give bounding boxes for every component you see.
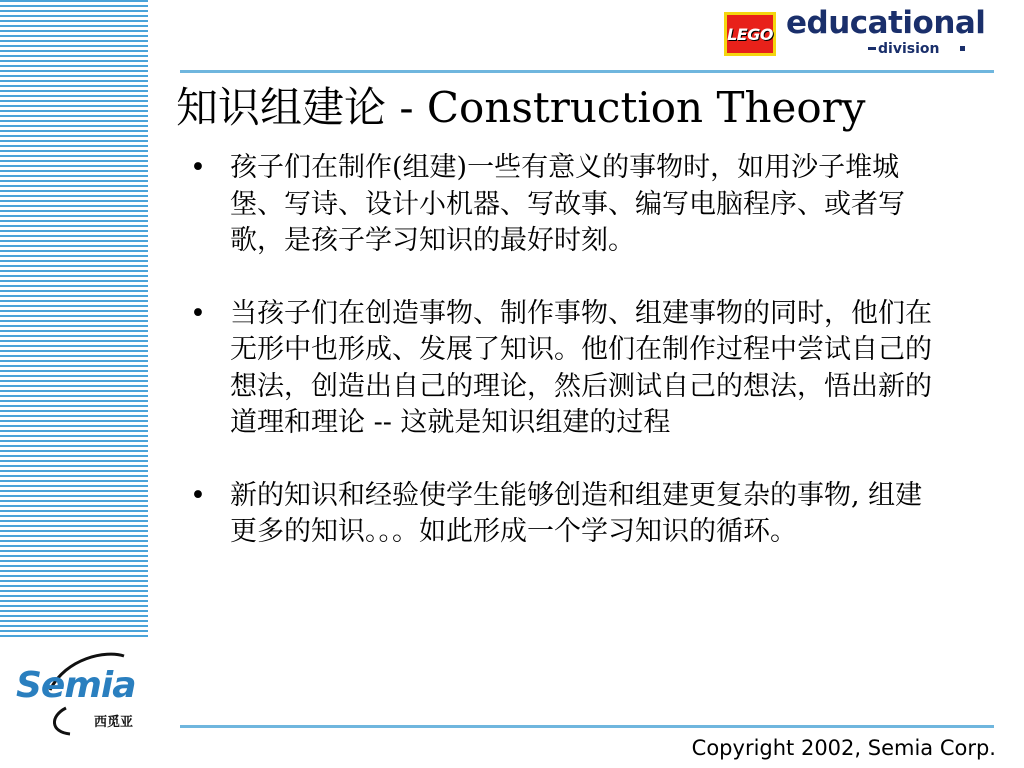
copyright-text: Copyright 2002, Semia Corp. (691, 736, 996, 760)
decorative-stripe-band (0, 0, 148, 640)
semia-logo-text: Semia (16, 665, 136, 706)
bullet-text: 孩子们在制作(组建)一些有意义的事物时，如用沙子堆城堡、写诗、设计小机器、写故事、编写电脑程序、或者写歌，是孩子学习知识的最好时刻。 (230, 152, 905, 256)
bullet-text: 当孩子们在创造事物、制作事物、组建事物的同时，他们在无形中也形成、发展了知识。他们在制作过程中尝试自己的想法，创造出自己的理论，然后测试自己的想法，悟出新的道理和理论 -- 这就是知识组建的过程 (230, 297, 932, 438)
lego-logo-text: LEGO (727, 24, 773, 44)
semia-logo-subtext: 西觅亚 (94, 715, 134, 730)
division-mark (868, 47, 876, 50)
slide-title: 知识组建论 - Construction Theory (176, 83, 866, 132)
division-logo-text: division (878, 41, 940, 57)
footer-divider (180, 725, 994, 728)
bullet-text: 新的知识和经验使学生能够创造和组建更复杂的事物, 组建更多的知识。。。如此形成一个学习知识的循环。 (230, 479, 923, 547)
bullet-dot-icon: • (190, 152, 206, 183)
educational-logo-text: educational (786, 5, 986, 41)
bullet-item (186, 478, 936, 551)
bullet-dot-icon: • (190, 297, 206, 329)
bullet-item (186, 296, 936, 442)
bullet-list (186, 150, 936, 587)
header-divider (180, 70, 994, 73)
bullet-item (186, 150, 936, 260)
lego-logo (724, 12, 776, 56)
bullet-dot-icon: • (190, 479, 206, 511)
division-dot (960, 46, 965, 51)
